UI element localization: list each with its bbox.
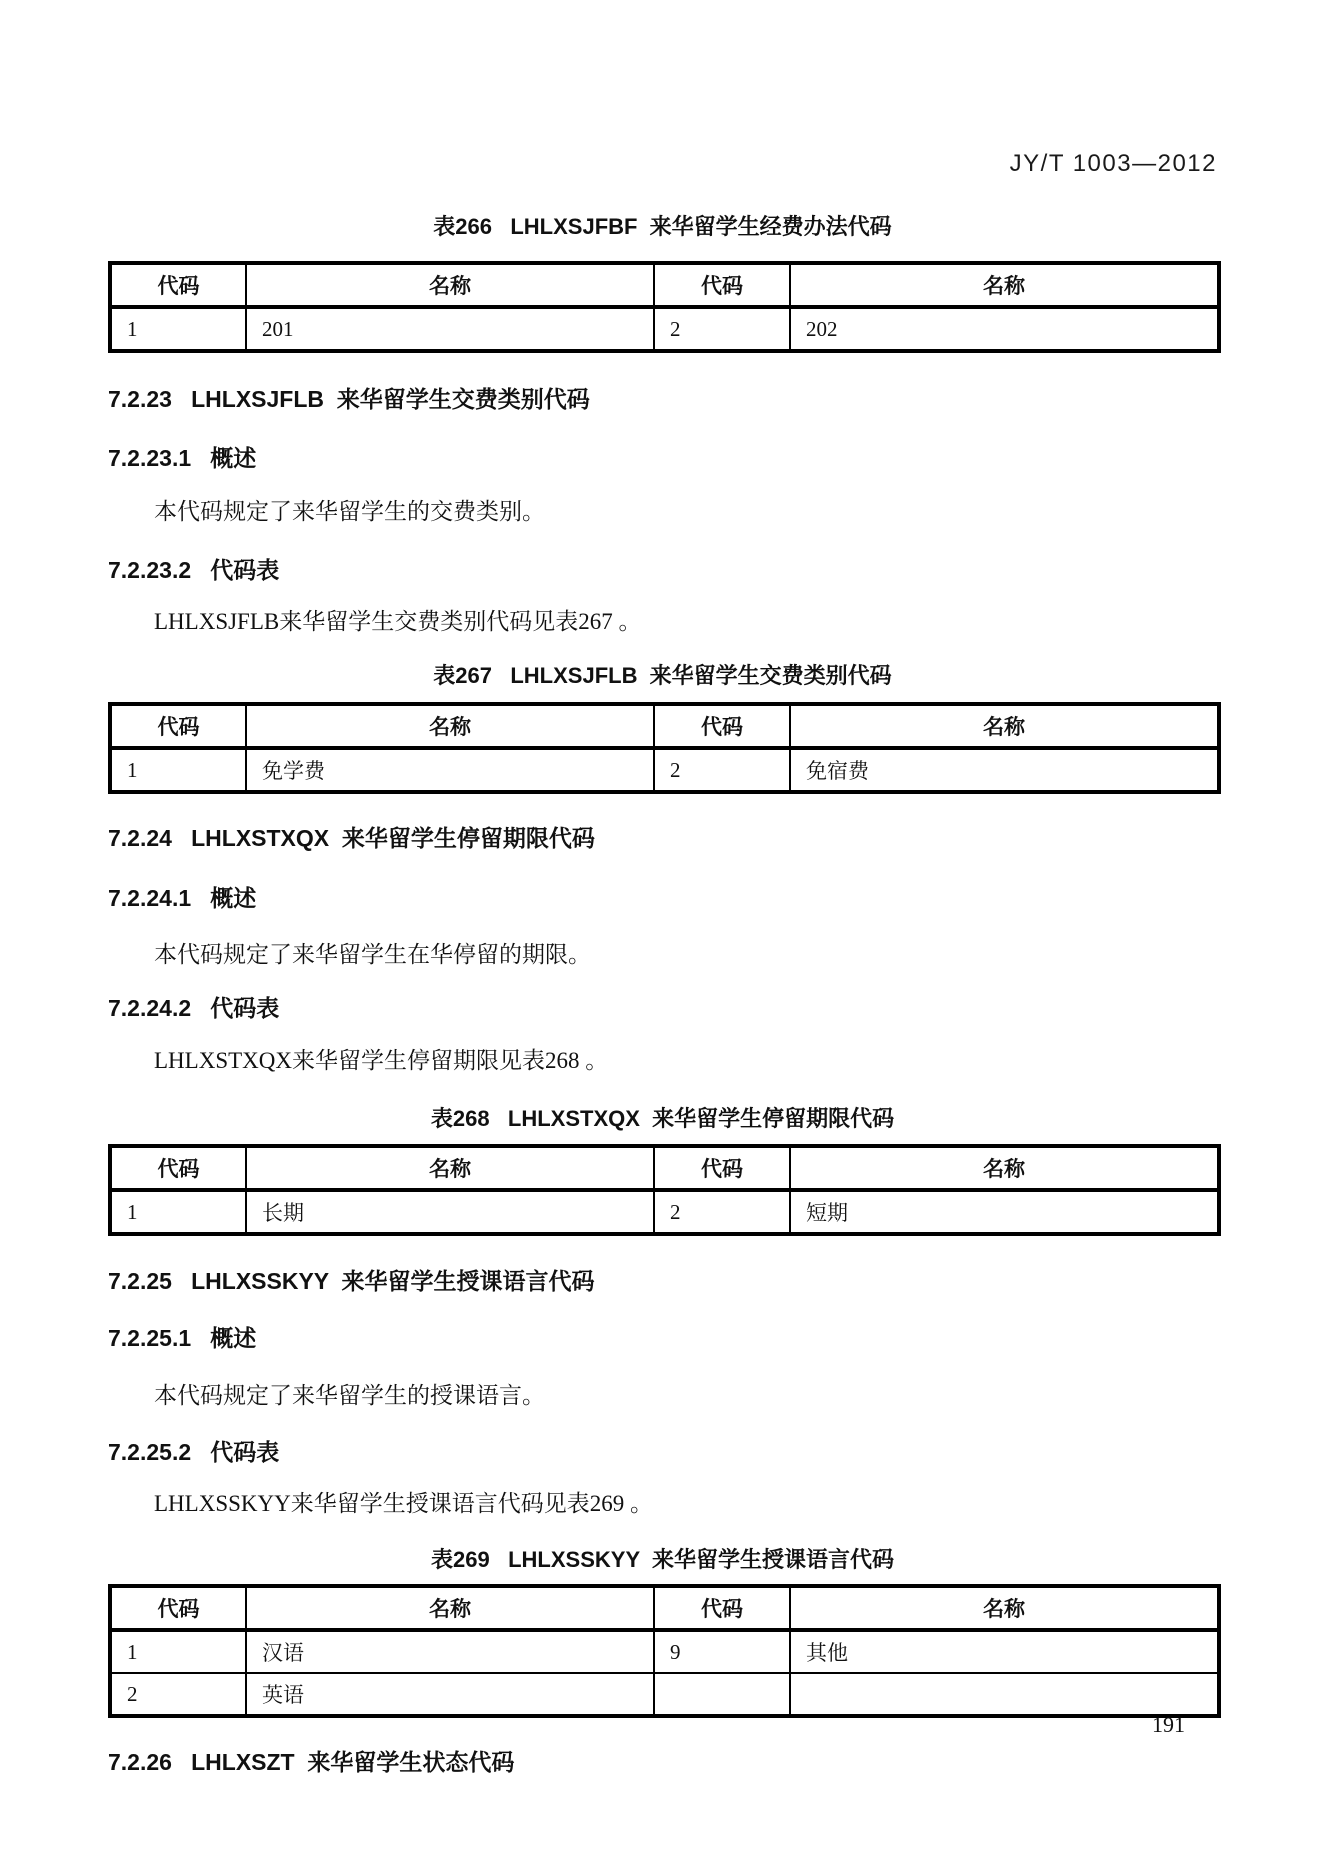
section-7-2-25-2-heading: 7.2.25.2 代码表	[108, 1439, 280, 1465]
cell-code: 1	[110, 748, 246, 792]
page-content	[108, 0, 1217, 1777]
cell-code	[654, 1673, 790, 1716]
col-header-name: 名称	[790, 263, 1219, 307]
cell-code: 1	[110, 1190, 246, 1234]
cell-code: 1	[110, 307, 246, 351]
table-row	[110, 1190, 1219, 1234]
table-header-row	[110, 1146, 1219, 1190]
section-7-2-24-heading: 7.2.24 LHLXSTXQX 来华留学生停留期限代码	[108, 825, 595, 851]
table-row	[110, 307, 1219, 351]
col-header-code: 代码	[110, 263, 246, 307]
col-header-name: 名称	[246, 1586, 654, 1630]
cell-code: 2	[654, 748, 790, 792]
section-7-2-25-2-paragraph: LHLXSSKYY来华留学生授课语言代码见表269 。	[154, 1491, 653, 1516]
table-269-title: 表269 LHLXSSKYY 来华留学生授课语言代码	[431, 1547, 894, 1572]
section-7-2-23-2-heading: 7.2.23.2 代码表	[108, 557, 280, 583]
cell-name: 免宿费	[790, 748, 1219, 792]
section-7-2-25-1-heading: 7.2.25.1 概述	[108, 1325, 257, 1351]
table-header-row	[110, 263, 1219, 307]
col-header-code: 代码	[110, 704, 246, 748]
cell-name: 汉语	[246, 1630, 654, 1673]
table-268-title: 表268 LHLXSTXQX 来华留学生停留期限代码	[430, 1106, 895, 1131]
cell-name	[790, 1673, 1219, 1716]
section-7-2-23-heading: 7.2.23 LHLXSJFLB 来华留学生交费类别代码	[108, 386, 590, 412]
cell-code: 1	[110, 1630, 246, 1673]
cell-name: 201	[246, 307, 654, 351]
cell-code: 2	[110, 1673, 246, 1716]
section-7-2-24-2-paragraph: LHLXSTXQX来华留学生停留期限见表268 。	[154, 1048, 609, 1073]
col-header-name: 名称	[790, 704, 1219, 748]
table-row	[110, 748, 1219, 792]
section-7-2-24-1-paragraph: 本代码规定了来华留学生在华停留的期限。	[154, 942, 591, 967]
table-header-row	[110, 1586, 1219, 1630]
table-266-title: 表266 LHLXSJFBF 来华留学生经费办法代码	[433, 214, 892, 239]
cell-name: 其他	[790, 1630, 1219, 1673]
cell-name: 英语	[246, 1673, 654, 1716]
col-header-code: 代码	[654, 704, 790, 748]
section-7-2-23-2-paragraph: LHLXSJFLB来华留学生交费类别代码见表267 。	[154, 609, 642, 634]
table-header-row	[110, 704, 1219, 748]
table-row	[110, 1673, 1219, 1716]
cell-code: 2	[654, 1190, 790, 1234]
section-7-2-25-heading: 7.2.25 LHLXSSKYY 来华留学生授课语言代码	[108, 1268, 595, 1294]
code-table-268	[108, 1144, 1221, 1236]
col-header-name: 名称	[246, 1146, 654, 1190]
cell-name: 短期	[790, 1190, 1219, 1234]
section-7-2-25-1-paragraph: 本代码规定了来华留学生的授课语言。	[154, 1383, 545, 1408]
section-7-2-24-2-heading: 7.2.24.2 代码表	[108, 995, 280, 1021]
cell-code: 2	[654, 307, 790, 351]
section-7-2-23-1-paragraph: 本代码规定了来华留学生的交费类别。	[154, 499, 545, 524]
section-7-2-24-1-heading: 7.2.24.1 概述	[108, 885, 257, 911]
page-number: 191	[1152, 1712, 1185, 1737]
code-table-267	[108, 702, 1221, 794]
col-header-name: 名称	[790, 1146, 1219, 1190]
col-header-code: 代码	[654, 1586, 790, 1630]
code-table-266	[108, 261, 1221, 353]
cell-name: 免学费	[246, 748, 654, 792]
col-header-name: 名称	[246, 704, 654, 748]
standard-number-header: JY/T 1003—2012	[1009, 150, 1217, 177]
col-header-code: 代码	[654, 1146, 790, 1190]
col-header-name: 名称	[246, 263, 654, 307]
code-table-269	[108, 1584, 1221, 1718]
section-7-2-26-heading: 7.2.26 LHLXSZT 来华留学生状态代码	[108, 1749, 515, 1775]
section-7-2-23-1-heading: 7.2.23.1 概述	[108, 445, 257, 471]
cell-name: 长期	[246, 1190, 654, 1234]
col-header-code: 代码	[654, 263, 790, 307]
col-header-name: 名称	[790, 1586, 1219, 1630]
cell-name: 202	[790, 307, 1219, 351]
table-267-title: 表267 LHLXSJFLB 来华留学生交费类别代码	[433, 663, 892, 688]
col-header-code: 代码	[110, 1146, 246, 1190]
table-row	[110, 1630, 1219, 1673]
cell-code: 9	[654, 1630, 790, 1673]
col-header-code: 代码	[110, 1586, 246, 1630]
